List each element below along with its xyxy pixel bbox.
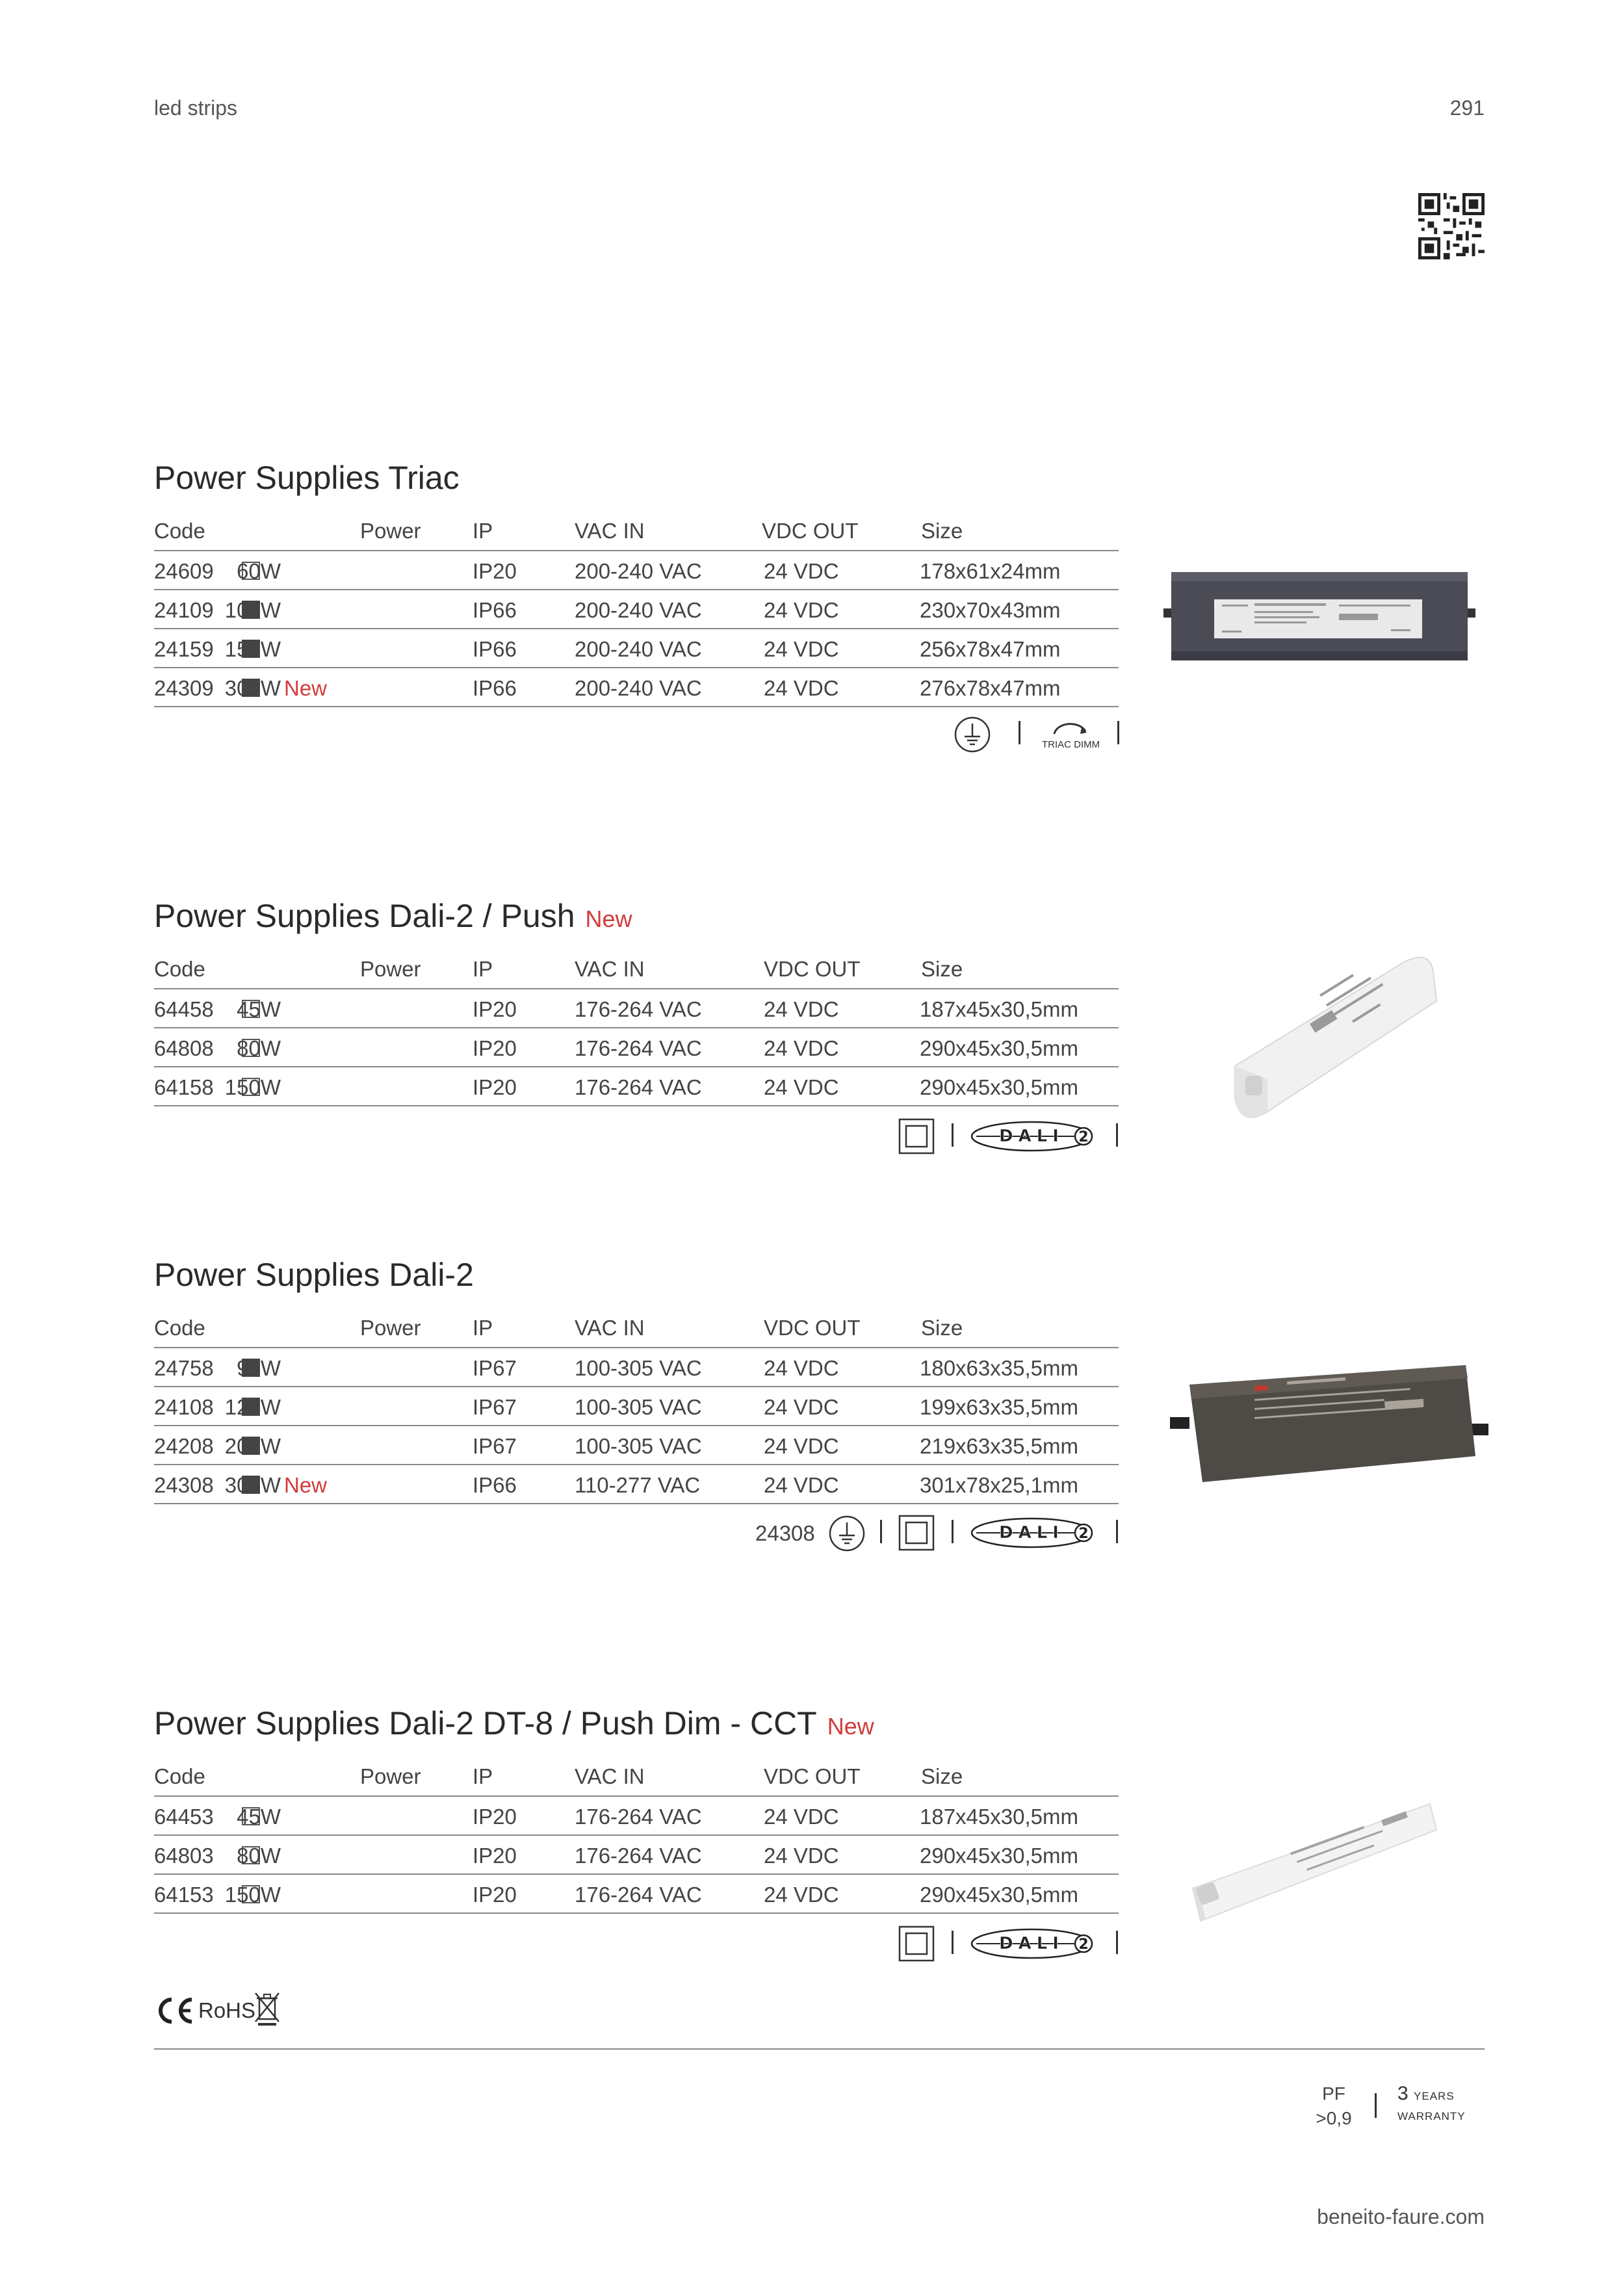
ip-rating: IP67 (473, 1395, 517, 1419)
vac-in-value: 176-264 VAC (575, 1036, 702, 1060)
ip-rating: IP20 (473, 559, 517, 583)
power-value: 80W (237, 1036, 281, 1060)
ip-rating: IP20 (473, 1805, 517, 1829)
ip-rating: IP20 (473, 1075, 517, 1099)
dali-logo-text: DALI (999, 1934, 1064, 1953)
ip-rating: IP20 (473, 1883, 517, 1907)
table-row (154, 1836, 1119, 1875)
footer-divider (154, 2048, 1485, 2050)
product-code: 24159 (154, 637, 214, 661)
size-value: 290x45x30,5mm (920, 1883, 1078, 1907)
vac-in-value: 200-240 VAC (575, 676, 702, 700)
col-vac-in: VAC IN (575, 1764, 645, 1788)
product-code: 24609 (154, 559, 214, 583)
table-row (154, 1875, 1119, 1914)
section-title (154, 459, 460, 497)
table-row (154, 1465, 1119, 1504)
icons-product-code: 24308 (755, 1521, 815, 1545)
col-size: Size (921, 1316, 963, 1340)
earth-ground-icon (828, 1515, 866, 1552)
col-power: Power (360, 519, 421, 543)
vdc-out-value: 24 VDC (764, 1434, 839, 1458)
svg-text:2: 2 (1078, 1937, 1089, 1953)
size-value: 219x63x35,5mm (920, 1434, 1078, 1458)
power-value: 150W (224, 637, 281, 661)
table-row (154, 590, 1119, 629)
vac-in-value: 100-305 VAC (575, 1356, 702, 1380)
product-code: 24208 (154, 1434, 214, 1458)
table-row (154, 1797, 1119, 1836)
power-value: 60W (237, 559, 281, 583)
separator (1116, 1931, 1118, 1954)
svg-text:2: 2 (1078, 1129, 1089, 1145)
size-value: 187x45x30,5mm (920, 1805, 1078, 1829)
vac-in-value: 176-264 VAC (575, 1883, 702, 1907)
section-icons (755, 1515, 1123, 1554)
col-size: Size (921, 957, 963, 981)
col-code: Code (154, 1316, 205, 1340)
col-ip: IP (473, 519, 493, 543)
section-title-text: Power Supplies Triac (154, 460, 460, 496)
table-header (154, 949, 1119, 989)
section-icons (954, 716, 1123, 755)
rohs-label: RoHS (198, 1998, 256, 2022)
dali-push-driver-image (1222, 943, 1443, 1144)
product-code: 64158 (154, 1075, 214, 1099)
product-code: 64458 (154, 997, 214, 1021)
product-code: 24308 (154, 1473, 214, 1497)
table-header (154, 1756, 1119, 1797)
separator (1116, 1123, 1118, 1147)
ip-rating: IP66 (473, 676, 517, 700)
svg-text:2: 2 (1078, 1526, 1089, 1542)
ip-rating: IP67 (473, 1434, 517, 1458)
separator (952, 1123, 954, 1147)
col-code: Code (154, 519, 205, 543)
power-value: 300W (224, 1473, 281, 1497)
power-value: 90W (237, 1356, 281, 1380)
dali-2-logo (970, 1925, 1100, 1962)
col-vac-in: VAC IN (575, 1316, 645, 1340)
power-value: 45W (237, 1805, 281, 1829)
vac-in-value: 100-305 VAC (575, 1395, 702, 1419)
vac-in-value: 176-264 VAC (575, 1075, 702, 1099)
new-badge: New (827, 1713, 874, 1740)
section-title (154, 1704, 874, 1742)
triac-power-supply-image (1163, 559, 1475, 676)
separator (952, 1520, 954, 1543)
vdc-out-value: 24 VDC (764, 1844, 839, 1868)
section-title-text: Power Supplies Dali-2 / Push (154, 898, 575, 934)
power-value: 80W (237, 1844, 281, 1868)
dali-dt8-driver-image (1186, 1791, 1446, 1940)
dali-2-logo (970, 1118, 1100, 1155)
ip-rating: IP67 (473, 1356, 517, 1380)
section-dali-push (154, 897, 1119, 1170)
ip-rating: IP66 (473, 598, 517, 622)
table-row (154, 1348, 1119, 1387)
website-link[interactable]: beneito-faure.com (1317, 2205, 1485, 2228)
product-code: 24758 (154, 1356, 214, 1380)
col-ip: IP (473, 1764, 493, 1788)
ip-rating: IP20 (473, 997, 517, 1021)
section-title-text: Power Supplies Dali-2 DT-8 / Push Dim - CCT (154, 1705, 817, 1742)
vdc-out-value: 24 VDC (764, 1075, 839, 1099)
vac-in-value: 110-277 VAC (575, 1473, 701, 1497)
vdc-out-value: 24 VDC (764, 676, 839, 700)
ip-rating: IP20 (473, 1036, 517, 1060)
new-badge: New (284, 1473, 328, 1497)
triac-dimm-label: TRIAC DIMM (1042, 739, 1100, 750)
ip-rating: IP66 (473, 637, 517, 661)
col-power: Power (360, 1764, 421, 1788)
page-number: 291 (1449, 96, 1485, 120)
table-row (154, 551, 1119, 590)
vdc-out-value: 24 VDC (764, 997, 839, 1021)
size-value: 301x78x25,1mm (920, 1473, 1078, 1497)
vdc-out-value: 24 VDC (764, 637, 839, 661)
section-title-text: Power Supplies Dali-2 (154, 1257, 474, 1293)
col-code: Code (154, 957, 205, 981)
product-code: 64808 (154, 1036, 214, 1060)
vac-in-value: 200-240 VAC (575, 598, 702, 622)
separator (1019, 721, 1020, 744)
separator (1375, 2093, 1377, 2118)
dali-logo-text: DALI (999, 1523, 1064, 1543)
product-code: 24109 (154, 598, 214, 622)
table-row (154, 1028, 1119, 1067)
vac-in-value: 100-305 VAC (575, 1434, 702, 1458)
table-row (154, 1426, 1119, 1465)
col-code: Code (154, 1764, 205, 1788)
earth-ground-icon (954, 716, 991, 753)
vac-in-value: 176-264 VAC (575, 1844, 702, 1868)
vdc-out-value: 24 VDC (764, 1473, 839, 1497)
power-value: 120W (224, 1395, 281, 1419)
warranty-label: WARRANTY (1397, 2110, 1466, 2122)
section-triac (154, 459, 1119, 771)
new-badge: New (284, 676, 328, 700)
size-value: 290x45x30,5mm (920, 1075, 1078, 1099)
pf-value: >0,9 (1316, 2108, 1352, 2128)
dali-2-logo (970, 1515, 1100, 1551)
dali-2-power-supply-image (1170, 1352, 1488, 1495)
vac-in-value: 200-240 VAC (575, 559, 702, 583)
vdc-out-value: 24 VDC (764, 1356, 839, 1380)
ce-mark-icon (154, 1994, 196, 2027)
power-value: 45W (237, 997, 281, 1021)
vdc-out-value: 24 VDC (764, 1395, 839, 1419)
vac-in-value: 200-240 VAC (575, 637, 702, 661)
class-ii-insulation-icon (898, 1925, 935, 1962)
col-vdc-out: VDC OUT (762, 519, 859, 543)
table-row (154, 989, 1119, 1028)
product-code: 24309 (154, 676, 214, 700)
size-value: 230x70x43mm (920, 598, 1061, 622)
new-badge: New (585, 906, 632, 932)
table-header (154, 1308, 1119, 1348)
weee-bin-icon (253, 1990, 281, 2027)
separator (1116, 1520, 1118, 1543)
size-value: 256x78x47mm (920, 637, 1061, 661)
col-vdc-out: VDC OUT (764, 1316, 861, 1340)
section-title (154, 897, 632, 935)
product-code: 64153 (154, 1883, 214, 1907)
table-header (154, 511, 1119, 551)
class-ii-insulation-icon (898, 1515, 935, 1551)
size-value: 276x78x47mm (920, 676, 1061, 700)
power-value: 300W (224, 676, 281, 700)
separator (880, 1520, 882, 1543)
product-code: 64453 (154, 1805, 214, 1829)
col-size: Size (921, 519, 963, 543)
vdc-out-value: 24 VDC (764, 1883, 839, 1907)
table-row (154, 1387, 1119, 1426)
size-value: 180x63x35,5mm (920, 1356, 1078, 1380)
qr-code-icon[interactable] (1418, 193, 1485, 259)
col-vac-in: VAC IN (575, 519, 645, 543)
warranty-years: 3 (1397, 2083, 1409, 2104)
col-vdc-out: VDC OUT (764, 1764, 861, 1788)
separator (1117, 721, 1119, 744)
warranty-badge (1397, 2083, 1466, 2122)
table-row (154, 1067, 1119, 1106)
col-power: Power (360, 957, 421, 981)
power-value: 150W (224, 1075, 281, 1099)
power-value: 150W (224, 1883, 281, 1907)
table-row (154, 629, 1119, 668)
size-value: 187x45x30,5mm (920, 997, 1078, 1021)
vdc-out-value: 24 VDC (764, 1036, 839, 1060)
vdc-out-value: 24 VDC (764, 1805, 839, 1829)
ip-rating: IP20 (473, 1844, 517, 1868)
col-ip: IP (473, 957, 493, 981)
size-value: 290x45x30,5mm (920, 1844, 1078, 1868)
warranty-unit: YEARS (1414, 2090, 1455, 2102)
power-value: 200W (224, 1434, 281, 1458)
separator (952, 1931, 954, 1954)
col-size: Size (921, 1764, 963, 1788)
size-value: 290x45x30,5mm (920, 1036, 1078, 1060)
power-factor-badge (1310, 2081, 1357, 2131)
vdc-out-value: 24 VDC (764, 559, 839, 583)
size-value: 178x61x24mm (920, 559, 1061, 583)
col-ip: IP (473, 1316, 493, 1340)
col-vdc-out: VDC OUT (764, 957, 861, 981)
product-code: 24108 (154, 1395, 214, 1419)
section-icons (898, 1118, 1123, 1157)
col-power: Power (360, 1316, 421, 1340)
section-label: led strips (154, 96, 238, 120)
section-dali-dt8 (154, 1704, 1119, 1977)
section-title (154, 1256, 474, 1294)
col-vac-in: VAC IN (575, 957, 645, 981)
vac-in-value: 176-264 VAC (575, 1805, 702, 1829)
table-row (154, 668, 1119, 707)
size-value: 199x63x35,5mm (920, 1395, 1078, 1419)
dali-logo-text: DALI (999, 1127, 1064, 1146)
vdc-out-value: 24 VDC (764, 598, 839, 622)
product-code: 64803 (154, 1844, 214, 1868)
section-icons (898, 1925, 1123, 1964)
section-dali-2 (154, 1256, 1119, 1568)
class-ii-insulation-icon (898, 1118, 935, 1155)
pf-label: PF (1322, 2083, 1345, 2104)
power-value: 100W (224, 598, 281, 622)
vac-in-value: 176-264 VAC (575, 997, 702, 1021)
ip-rating: IP66 (473, 1473, 517, 1497)
